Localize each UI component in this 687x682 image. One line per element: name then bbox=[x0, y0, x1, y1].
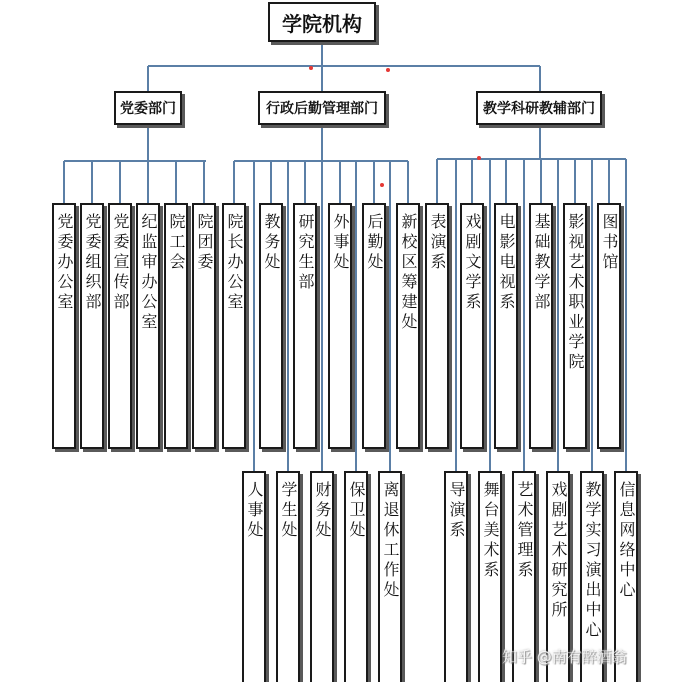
unit-presidents-office bbox=[222, 203, 246, 449]
unit-party-organization bbox=[80, 203, 104, 449]
unit-human-resources bbox=[242, 471, 266, 682]
root-label: 学院机构 bbox=[282, 11, 362, 36]
unit-label: 戏剧文学系 bbox=[463, 213, 482, 313]
unit-label: 戏剧艺术研究所 bbox=[549, 481, 568, 621]
red-mark bbox=[386, 68, 390, 72]
unit-label: 艺术管理系 bbox=[515, 481, 534, 581]
unit-label: 党委组织部 bbox=[83, 213, 102, 313]
unit-label: 新校区筹建处 bbox=[399, 213, 418, 333]
unit-label: 外事处 bbox=[331, 213, 350, 273]
unit-label: 表演系 bbox=[428, 213, 447, 273]
unit-dramatic-literature-dept bbox=[460, 203, 484, 449]
unit-party-publicity bbox=[108, 203, 132, 449]
unit-library bbox=[597, 203, 621, 449]
unit-label: 教务处 bbox=[262, 213, 281, 273]
unit-academic-affairs bbox=[259, 203, 283, 449]
division-admin-label: 行政后勤管理部门 bbox=[266, 101, 378, 117]
unit-label: 基础教学部 bbox=[532, 213, 551, 313]
unit-label: 院长办公室 bbox=[225, 213, 244, 313]
division-academic bbox=[476, 91, 602, 125]
unit-label: 研究生部 bbox=[296, 213, 315, 293]
unit-label: 保卫处 bbox=[347, 481, 366, 541]
unit-label: 舞台美术系 bbox=[481, 481, 500, 581]
unit-basic-teaching-dept bbox=[529, 203, 553, 449]
unit-label: 院团委 bbox=[195, 213, 214, 273]
unit-label: 党委宣传部 bbox=[111, 213, 130, 313]
unit-label: 院工会 bbox=[167, 213, 186, 273]
unit-label: 信息网络中心 bbox=[617, 481, 636, 601]
unit-label: 学生处 bbox=[279, 481, 298, 541]
unit-trade-union bbox=[164, 203, 188, 449]
unit-student-affairs bbox=[276, 471, 300, 682]
unit-film-tv-dept bbox=[494, 203, 518, 449]
unit-label: 教学实习演出中心 bbox=[583, 481, 602, 641]
unit-label: 财务处 bbox=[313, 481, 332, 541]
unit-stage-art-dept bbox=[478, 471, 502, 682]
unit-logistics bbox=[362, 203, 386, 449]
unit-new-campus-office bbox=[396, 203, 420, 449]
division-party bbox=[114, 91, 182, 125]
unit-label: 纪监审办公室 bbox=[139, 213, 158, 333]
unit-label: 影视艺术职业学院 bbox=[566, 213, 585, 373]
unit-label: 图书馆 bbox=[600, 213, 619, 273]
unit-label: 导演系 bbox=[447, 481, 466, 541]
root-node bbox=[268, 2, 376, 42]
unit-finance bbox=[310, 471, 334, 682]
division-academic-label: 教学科研教辅部门 bbox=[483, 101, 595, 117]
unit-vocational-college bbox=[563, 203, 587, 449]
unit-acting-dept bbox=[425, 203, 449, 449]
unit-youth-league bbox=[192, 203, 216, 449]
red-mark bbox=[309, 66, 313, 70]
unit-foreign-affairs bbox=[328, 203, 352, 449]
watermark: 知乎 @南有醉酒翁 bbox=[502, 648, 627, 666]
unit-graduate-school bbox=[293, 203, 317, 449]
unit-party-office bbox=[52, 203, 76, 449]
unit-label: 离退休工作处 bbox=[381, 481, 400, 601]
unit-label: 党委办公室 bbox=[55, 213, 74, 313]
unit-label: 电影电视系 bbox=[497, 213, 516, 313]
unit-retirees-office bbox=[378, 471, 402, 682]
unit-label: 人事处 bbox=[245, 481, 264, 541]
division-admin bbox=[258, 91, 386, 125]
red-mark bbox=[380, 183, 384, 187]
unit-label: 后勤处 bbox=[365, 213, 384, 273]
unit-security bbox=[344, 471, 368, 682]
red-mark bbox=[477, 156, 481, 160]
unit-directing-dept bbox=[444, 471, 468, 682]
division-party-label: 党委部门 bbox=[120, 101, 176, 117]
unit-discipline-office bbox=[136, 203, 160, 449]
